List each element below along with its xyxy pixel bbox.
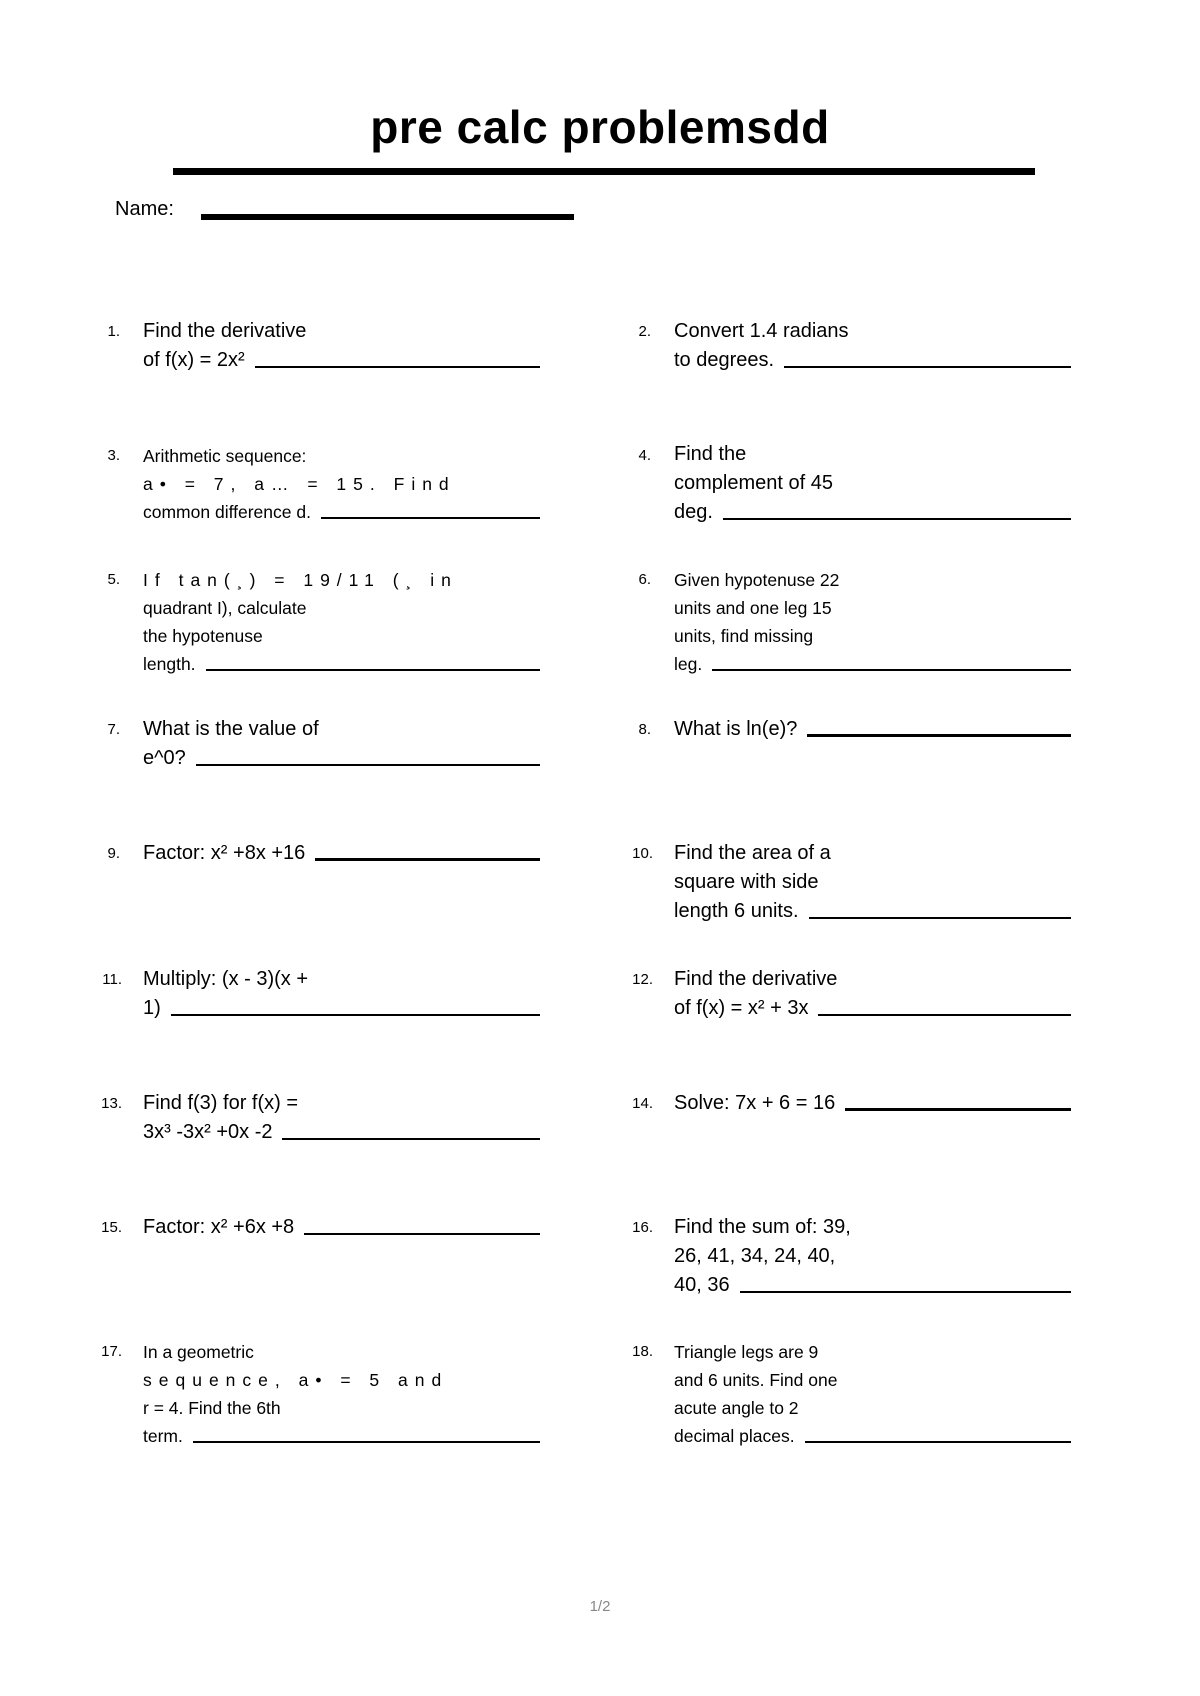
problem-number: 7. — [107, 721, 120, 738]
problem-text-line: and 6 units. Find one — [674, 1370, 838, 1390]
answer-line[interactable] — [805, 1441, 1071, 1443]
problem-text-line: quadrant I), calculate — [143, 598, 307, 618]
answer-line[interactable] — [818, 1014, 1071, 1016]
answer-line[interactable] — [784, 366, 1071, 368]
problem-text-line: What is ln(e)? — [674, 715, 1071, 744]
problem-text-line: Find the — [674, 443, 747, 465]
answer-line[interactable] — [712, 669, 1071, 671]
problem-number: 12. — [632, 971, 653, 988]
problem-number: 1. — [107, 323, 120, 340]
problem-text-line: Find f(3) for f(x) = — [143, 1092, 299, 1114]
problem-text-line: Solve: 7x + 6 = 16 — [674, 1089, 1071, 1118]
problem-text-line: term. — [143, 1422, 540, 1450]
title-rule — [173, 168, 1035, 175]
answer-line[interactable] — [723, 518, 1071, 520]
problem-text-line: complement of 45 — [674, 472, 833, 494]
answer-line[interactable] — [193, 1441, 540, 1443]
problem-text-line: common difference d. — [143, 498, 540, 526]
problem-text-line: Given hypotenuse 22 — [674, 570, 840, 590]
answer-line[interactable] — [282, 1138, 540, 1140]
answer-line[interactable] — [315, 858, 540, 861]
problem-text-line: Convert 1.4 radians — [674, 320, 849, 342]
problem-number: 9. — [107, 845, 120, 862]
answer-line[interactable] — [321, 517, 540, 519]
problem-text-line: Factor: x² +8x +16 — [143, 839, 540, 868]
problem-text-line: Multiply: (x - 3)(x + — [143, 968, 309, 990]
problem-text-line: Find the area of a — [674, 842, 831, 864]
problem-number: 10. — [632, 845, 653, 862]
problem-text-line: length 6 units. — [674, 897, 1071, 926]
problem-number: 4. — [638, 447, 651, 464]
problem-number: 8. — [638, 721, 651, 738]
problem-text-line: acute angle to 2 — [674, 1398, 799, 1418]
name-label: Name: — [115, 198, 174, 220]
problem-text-line: Factor: x² +6x +8 — [143, 1213, 540, 1242]
problem-number: 11. — [102, 971, 122, 988]
problem-text-line: Find the derivative — [674, 968, 838, 990]
answer-line[interactable] — [740, 1291, 1071, 1293]
problem-number: 5. — [107, 571, 120, 588]
problem-text-line: In a geometric — [143, 1342, 254, 1362]
problem-text-line: r = 4. Find the 6th — [143, 1398, 281, 1418]
problem-number: 6. — [638, 571, 651, 588]
problem-text-line: 40, 36 — [674, 1271, 1071, 1300]
problem-number: 3. — [107, 447, 120, 464]
name-answer-line[interactable] — [201, 214, 574, 220]
problem-number: 18. — [632, 1343, 653, 1360]
problem-number: 2. — [638, 323, 651, 340]
problem-text-line: Find the derivative — [143, 320, 307, 342]
problem-text-line: length. — [143, 650, 540, 678]
answer-line[interactable] — [206, 669, 540, 671]
problem-text-line: square with side — [674, 871, 819, 893]
problem-text-line: e^0? — [143, 744, 540, 773]
problem-text-line: units, find missing — [674, 626, 814, 646]
problem-number: 15. — [101, 1219, 122, 1236]
problem-number: 13. — [101, 1095, 122, 1112]
answer-line[interactable] — [807, 734, 1071, 737]
worksheet-title: pre calc problemsdd — [370, 101, 830, 153]
problem-text-line: Find the sum of: 39, — [674, 1216, 851, 1238]
problem-text-line: If tan(¸) = 19/11 (¸ in — [143, 570, 458, 590]
problem-text-line: of f(x) = x² + 3x — [674, 994, 1071, 1023]
problem-text-line: What is the value of — [143, 718, 319, 740]
problem-number: 14. — [632, 1095, 653, 1112]
problem-text-line: of f(x) = 2x² — [143, 346, 540, 375]
problem-text-line: the hypotenuse — [143, 626, 263, 646]
problem-text-line: to degrees. — [674, 346, 1071, 375]
problem-text-line: deg. — [674, 498, 1071, 527]
problem-text-line: sequence, a• = 5 and — [143, 1370, 449, 1390]
problem-number: 17. — [101, 1343, 122, 1360]
problem-text-line: 26, 41, 34, 24, 40, — [674, 1245, 836, 1267]
page-number: 1/2 — [589, 1598, 611, 1615]
answer-line[interactable] — [304, 1233, 540, 1235]
problem-text-line: leg. — [674, 650, 1071, 678]
problem-text-line: units and one leg 15 — [674, 598, 832, 618]
problem-text-line: decimal places. — [674, 1422, 1071, 1450]
problem-text-line: Arithmetic sequence: — [143, 446, 307, 466]
problem-number: 16. — [632, 1219, 653, 1236]
problem-text-line: Triangle legs are 9 — [674, 1342, 819, 1362]
answer-line[interactable] — [196, 764, 540, 766]
problem-text-line: a• = 7, a… = 15. Find — [143, 474, 456, 494]
answer-line[interactable] — [809, 917, 1071, 919]
answer-line[interactable] — [845, 1108, 1071, 1111]
problem-text-line: 1) — [143, 994, 540, 1023]
answer-line[interactable] — [255, 366, 540, 368]
answer-line[interactable] — [171, 1014, 540, 1016]
problem-text-line: 3x³ -3x² +0x -2 — [143, 1118, 540, 1147]
